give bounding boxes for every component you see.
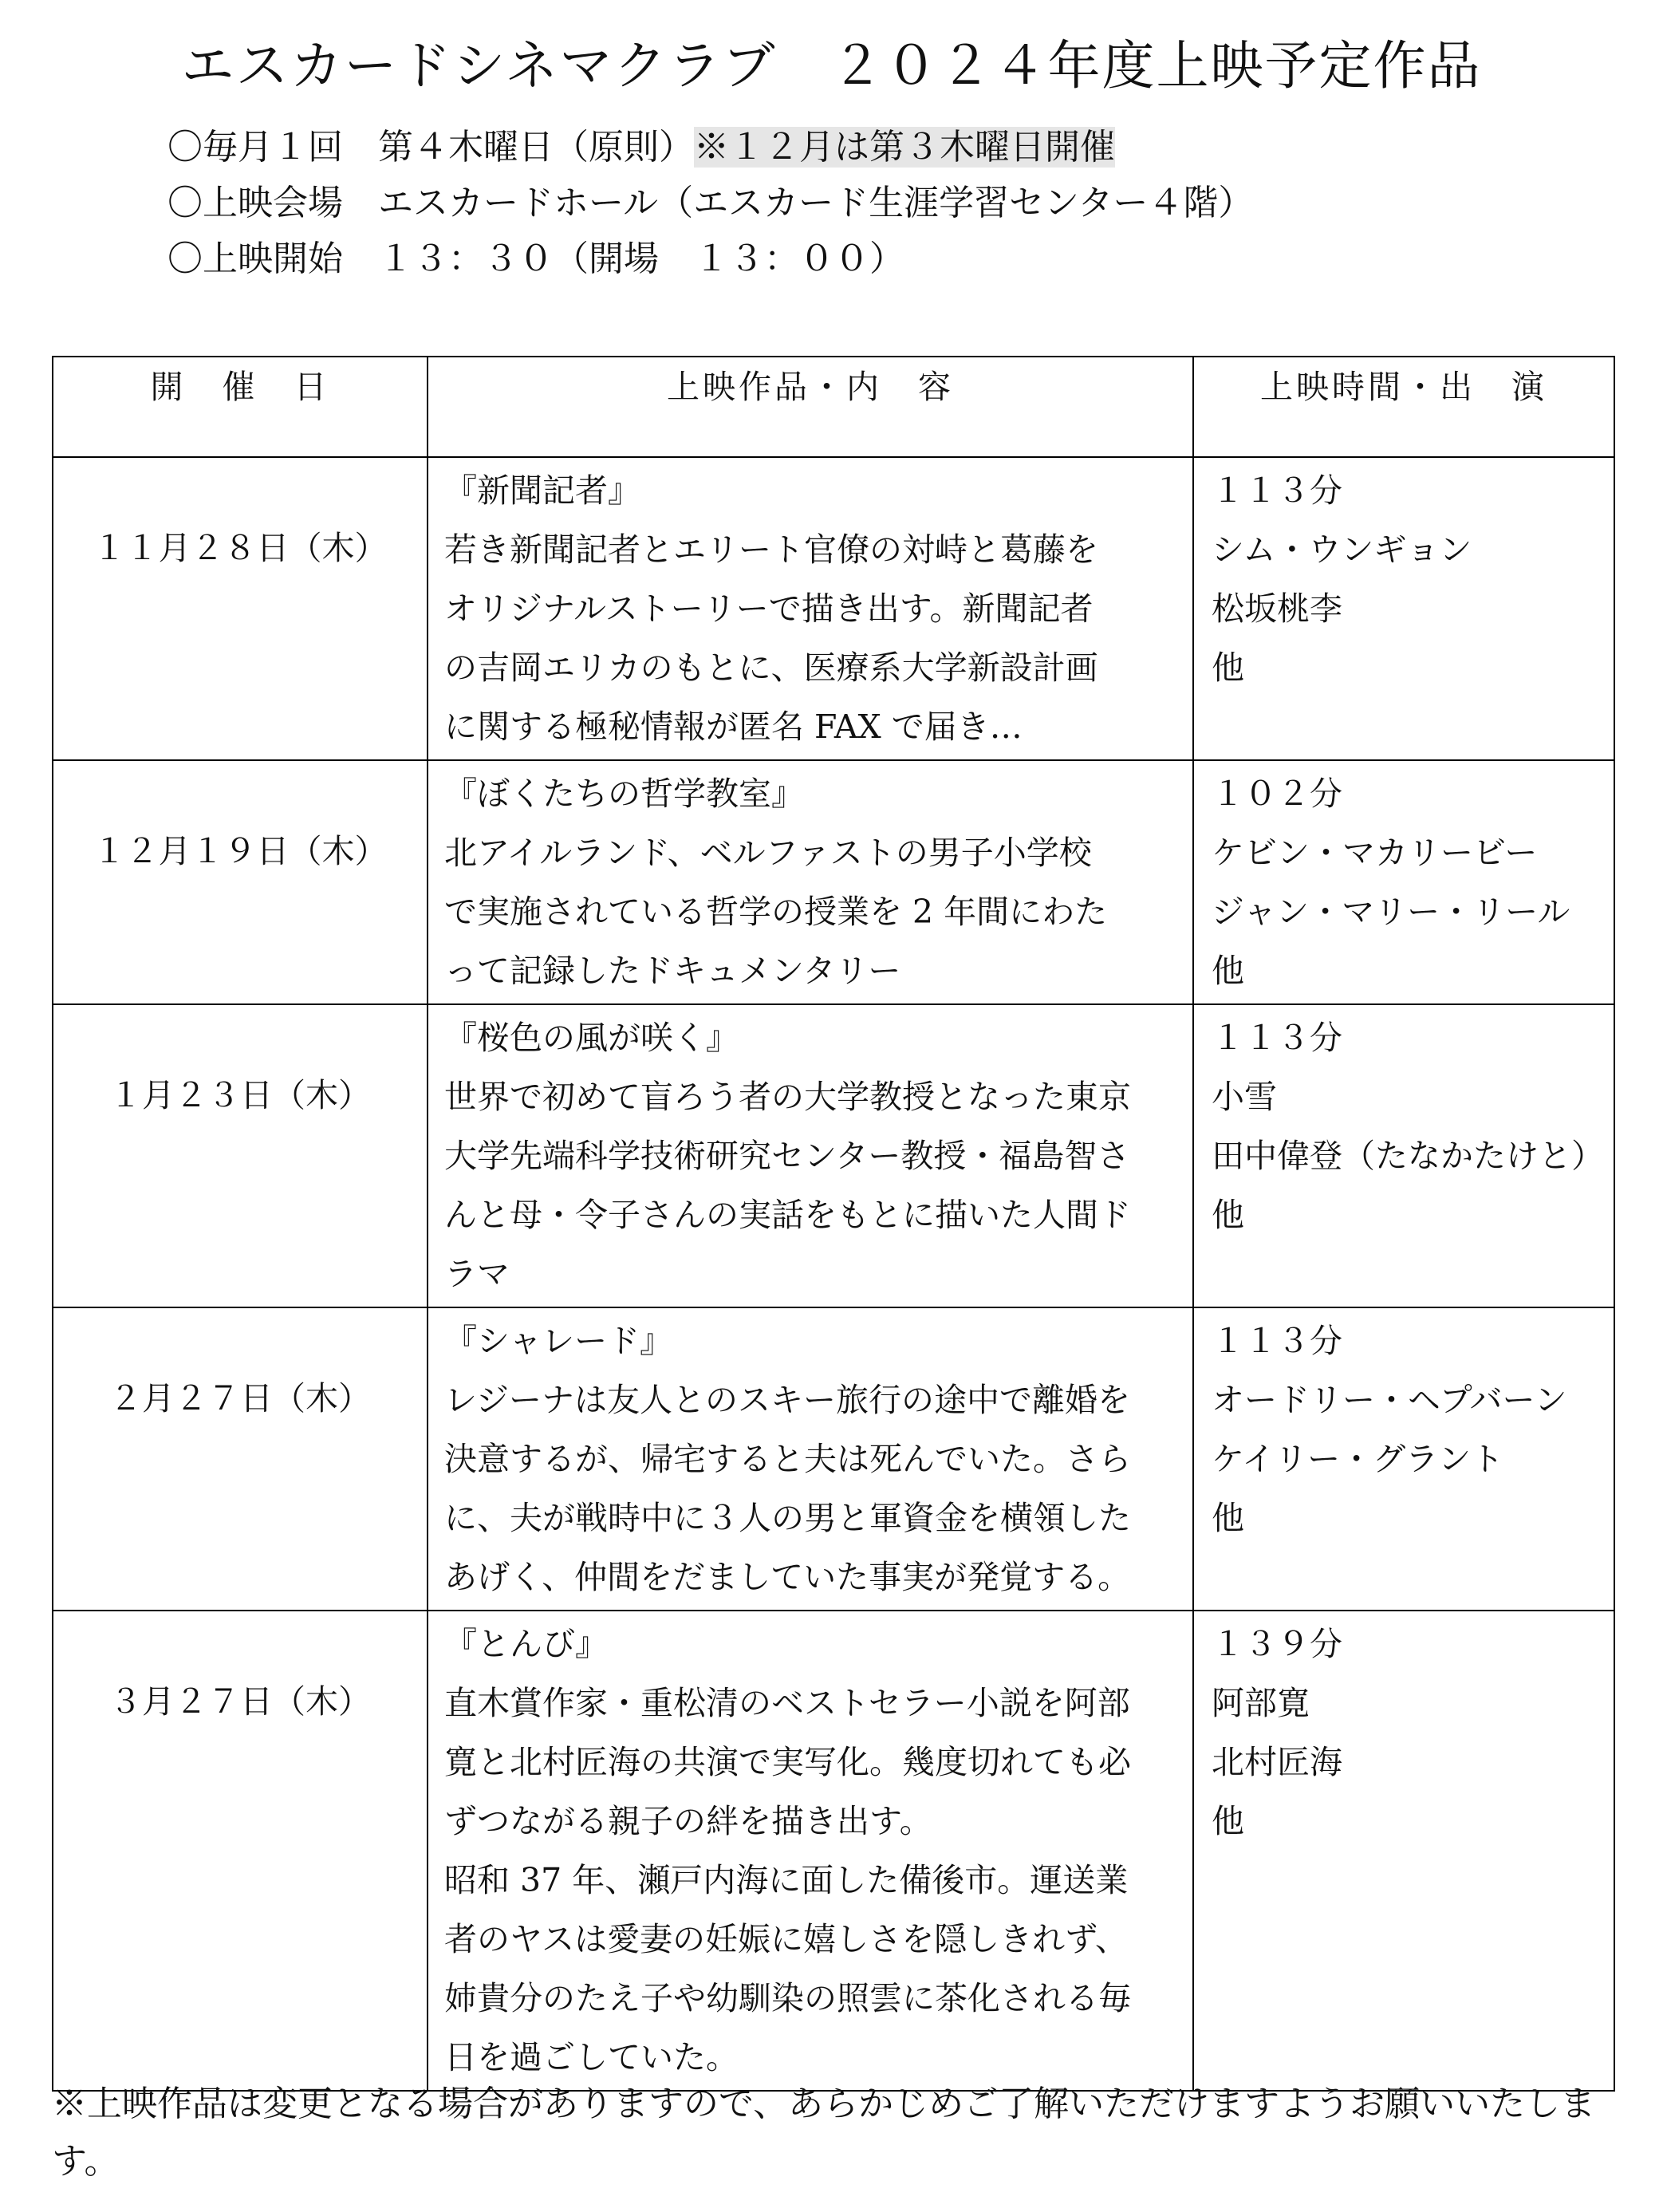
- film-description-line: レジーナは友人とのスキー旅行の途中で離婚を: [444, 1381, 1130, 1419]
- film-description-line: んと母・令子さんの実話をもとに描いた人間ド: [444, 1196, 1131, 1234]
- film-description-line: 世界で初めて盲ろう者の大学教授となった東京: [444, 1078, 1131, 1116]
- film-description-line: って記録したドキュメンタリー: [444, 952, 901, 990]
- screening-date: １１月２８日（木）: [53, 457, 428, 760]
- screening-date: ３月２７日（木）: [53, 1611, 428, 2091]
- header-runtime-cast: 上映時間・出 演: [1193, 357, 1614, 457]
- info-december-note: ※１２月は第３木曜日開催: [694, 127, 1115, 168]
- screening-schedule-table: [52, 356, 1615, 2092]
- film-cast-member: ケイリー・グラント: [1212, 1440, 1504, 1478]
- table-row: [53, 457, 1614, 760]
- film-runtime: １３９分: [1212, 1625, 1342, 1663]
- film-cast-member: 他: [1212, 649, 1244, 687]
- film-description-line: あげく、仲間をだましていた事実が発覚する。: [444, 1558, 1131, 1596]
- film-runtime: １０２分: [1212, 775, 1342, 813]
- table-header-row: [53, 357, 1614, 457]
- film-title: 『新聞記者』: [444, 471, 640, 510]
- film-cast-member: 阿部寛: [1212, 1684, 1310, 1722]
- film-runtime: １１３分: [1212, 1322, 1342, 1360]
- film-cast-member: ジャン・マリー・リール: [1212, 893, 1570, 931]
- film-cast-member: 他: [1212, 1196, 1244, 1234]
- film-content: [428, 457, 1193, 760]
- film-cast-member: 小雪: [1212, 1078, 1277, 1116]
- film-cast-member: ケビン・マカリービー: [1212, 834, 1538, 872]
- film-cast-member: 他: [1212, 1802, 1244, 1840]
- header-date: 開 催 日: [53, 357, 428, 457]
- film-description-line: 姉貴分のたえ子や幼馴染の照雲に茶化される毎: [444, 1979, 1131, 2017]
- film-description-line: 若き新聞記者とエリート官僚の対峙と葛藤を: [444, 530, 1098, 569]
- table-row: [53, 1611, 1614, 2091]
- info-start-time: 〇上映開始 １３：３０（開場 １３：００）: [167, 239, 904, 279]
- film-content: [428, 760, 1193, 1004]
- film-description-line: 日を過ごしていた。: [444, 2038, 739, 2076]
- change-notice: ※上映作品は変更となる場合がありますので、あらかじめご了解いただけますようお願いいたします。: [52, 2084, 1596, 2182]
- screening-date: １月２３日（木）: [53, 1004, 428, 1307]
- film-content: [428, 1307, 1193, 1611]
- film-title: 『桜色の風が咲く』: [444, 1019, 739, 1057]
- film-cast-member: 他: [1212, 1499, 1244, 1537]
- film-title: 『ぼくたちの哲学教室』: [444, 775, 804, 813]
- screening-date: １２月１９日（木）: [53, 760, 428, 1004]
- film-description-line: で実施されている哲学の授業を 2 年間にわた: [444, 893, 1108, 931]
- film-cast-member: シム・ウンギョン: [1212, 530, 1472, 569]
- film-description-line: 決意するが、帰宅すると夫は死んでいた。さら: [444, 1440, 1131, 1478]
- header-content: 上映作品・内 容: [428, 357, 1193, 457]
- film-description-line: の吉岡エリカのもとに、医療系大学新設計画: [444, 649, 1098, 687]
- film-description-line: 大学先端科学技術研究センター教授・福島智さ: [444, 1137, 1130, 1175]
- film-description-line: に、夫が戦時中に３人の男と軍資金を横領した: [444, 1499, 1131, 1537]
- film-title: 『とんび』: [444, 1625, 608, 1663]
- film-description-line: 北アイルランド、ベルファストの男子小学校: [444, 834, 1092, 872]
- film-runtime-cast: [1193, 1004, 1614, 1307]
- film-runtime: １１３分: [1212, 1019, 1342, 1057]
- film-description-line: オリジナルストーリーで描き出す。新聞記者: [444, 589, 1094, 628]
- film-runtime-cast: [1193, 760, 1614, 1004]
- table-row: [53, 1307, 1614, 1611]
- film-description-line: 直木賞作家・重松清のベストセラー小説を阿部: [444, 1684, 1130, 1722]
- film-description-line: 寛と北村匠海の共演で実写化。幾度切れても必: [444, 1743, 1131, 1781]
- film-runtime-cast: [1193, 457, 1614, 760]
- film-cast-member: 北村匠海: [1212, 1743, 1342, 1781]
- film-cast-member: オードリー・ヘプバーン: [1212, 1381, 1567, 1419]
- film-description-line: ずつながる親子の絆を描き出す。: [444, 1802, 932, 1840]
- table-row: [53, 760, 1614, 1004]
- film-runtime-cast: [1193, 1611, 1614, 2091]
- film-content: [428, 1004, 1193, 1307]
- info-frequency: [167, 120, 1635, 175]
- film-cast-member: 松坂桃李: [1212, 589, 1342, 628]
- film-content: [428, 1611, 1193, 2091]
- page-title: エスカードシネマクラブ ２０２４年度上映予定作品: [181, 35, 1482, 97]
- schedule-info: [167, 120, 1635, 287]
- screening-date: ２月２７日（木）: [53, 1307, 428, 1611]
- info-frequency-main: 〇毎月１回 第４木曜日（原則）: [167, 127, 694, 168]
- film-title: 『シャレード』: [444, 1322, 673, 1360]
- film-runtime-cast: [1193, 1307, 1614, 1611]
- film-cast-member: 他: [1212, 952, 1244, 990]
- film-description-line: に関する極秘情報が匿名 FAX で届き…: [444, 708, 1023, 746]
- info-venue: 〇上映会場 エスカードホール（エスカード生涯学習センター４階）: [167, 183, 1254, 223]
- film-description-line: ラマ: [444, 1255, 510, 1293]
- film-description-line: 者のヤスは愛妻の妊娠に嬉しさを隠しきれず、: [444, 1920, 1128, 1958]
- film-cast-member: 田中偉登（たなかたけと）: [1212, 1137, 1604, 1175]
- film-runtime: １１３分: [1212, 471, 1342, 510]
- table-row: [53, 1004, 1614, 1307]
- film-description-line: 昭和 37 年、瀬戸内海に面した備後市。運送業: [444, 1861, 1129, 1899]
